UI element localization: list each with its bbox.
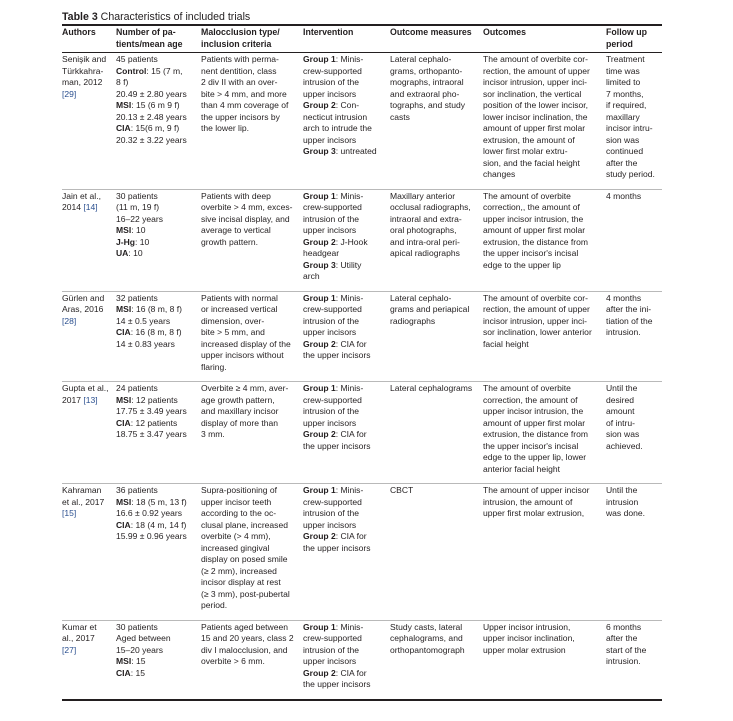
cell-line: Senişik and [62,54,107,64]
cell-line: 2 div II with an over- [201,77,278,87]
cell-followup [606,620,662,700]
cell-outcomes [483,189,606,291]
cell-line: upper first molar extrusion, [483,508,585,518]
cell-line: period. [201,600,228,610]
cell-line: Aged between [116,633,171,643]
cell-line: 15.99 ± 0.96 years [116,531,187,541]
cell-line: incisor intrusion, upper inci- [483,315,588,326]
citation-link[interactable]: [29] [62,88,77,99]
cell-line: crew-supported [303,65,362,76]
cell-line: Lateral cephalo- [390,292,452,303]
cell-line: Patients with perma- [201,54,279,64]
table-header [62,25,662,53]
cell-line: et al., 2017 [62,496,105,507]
cell-line: MSI: 18 (5 m, 13 f) [116,496,187,507]
cell-patients [116,53,201,190]
cell-authors [62,620,116,700]
cell-line: tiation of the [606,315,653,326]
cell-line: radiographs [390,315,436,326]
cell-line: CIA: 12 patients [116,417,178,428]
column-header-authors [62,25,116,53]
table-row [62,291,662,382]
cell-line: upper incisor intrusion, the [483,213,584,224]
cell-line: intrusion of the [303,406,360,416]
cell-line: sor inclination, the vertical [483,88,582,99]
cell-line: the upper incisor's incisal [483,248,579,258]
header-line: Malocclusion type/ [201,27,280,37]
cell-line: than 4 mm coverage of [201,100,289,110]
cell-authors [62,189,116,291]
cell-line: maxillary [606,111,640,122]
cell-line: The amount of upper incisor [483,485,590,495]
cell-line: the upper incisors [303,350,371,360]
cell-line: sive incisal display, and [201,213,290,224]
cell-line: upper incisors [303,656,357,666]
cell-patients [116,620,201,700]
header-line: Number of pa- [116,27,176,37]
cell-authors [62,484,116,621]
cell-line: 16–22 years [116,213,164,224]
cell-line: Patients with normal [201,292,278,303]
cell-intervention [303,189,390,291]
table-row [62,189,662,291]
cell-measures [390,53,483,190]
cell-intervention [303,484,390,621]
cell-line: after the ini- [606,304,652,314]
cell-line: tographs, and study [390,100,466,110]
cell-line: incisor intru- [606,123,653,133]
cell-line: Jain et al., [62,190,101,201]
cell-line: rection, the amount of upper [483,304,590,314]
cell-line: grams, orthopanto- [390,65,463,76]
header-line: Intervention [303,27,354,37]
cell-line: upper incisor inclination, [483,633,575,643]
cell-line: 45 patients [116,54,158,64]
cell-line: 14 ± 0.83 years [116,338,175,349]
cell-line: Group 1: Minis- [303,190,364,201]
cell-line: according to the oc- [201,508,277,518]
cell-line: 30 patients [116,621,158,632]
cell-line: limited to [606,77,641,87]
cell-line: al., 2017 [62,633,95,643]
cell-line: amount of upper first molar [483,123,586,133]
cell-line: Group 1: Minis- [303,383,364,393]
cell-line: sion was [606,429,640,439]
cell-line: extrusion, the amount of [483,134,575,145]
cell-line: 16.6 ± 0.92 years [116,508,182,518]
cell-outcomes [483,53,606,190]
cell-line: orthopantomograph [390,644,465,655]
cell-line: 4 months [606,292,642,303]
cell-line: position of the lower incisor, [483,100,588,110]
cell-line: if required, [606,100,647,110]
cell-line: edge to the upper lip, lower [483,452,587,462]
cell-line: intrusion of the [303,508,360,518]
cell-malocclusion [201,620,303,700]
citation-link[interactable]: [13] [83,394,98,405]
cell-line: MSI: 10 [116,225,146,235]
cell-followup [606,189,662,291]
cell-line: upper incisors [303,134,357,145]
table-label: Table 3 [62,11,98,23]
cell-line: upper incisor teeth [201,496,272,507]
cell-line: grams and periapical [390,304,470,314]
cell-line: intrusion [606,496,639,507]
cell-followup [606,53,662,190]
column-header-malocclusion [201,25,303,53]
cell-line: correction, the amount of [483,394,578,405]
cell-line: man, 2012 [62,77,103,87]
cell-line: overbite > 6 mm. [201,656,265,666]
citation-link[interactable]: [27] [62,644,77,655]
citation-link[interactable]: [14] [83,202,98,212]
cell-line: amount of upper first molar [483,225,586,235]
cell-patients [116,189,201,291]
cell-line: Upper incisor intrusion, [483,621,571,632]
cell-line: clusal plane, increased [201,519,288,530]
cell-line: Patients aged between [201,621,288,632]
cell-line: start of the [606,644,647,655]
cell-measures [390,189,483,291]
cell-line: Control: 15 (7 m, [116,65,183,76]
cell-malocclusion [201,484,303,621]
cell-intervention [303,382,390,484]
cell-line: upper incisors [303,225,357,235]
cell-line: changes [483,169,516,179]
cell-line: sion, and the facial height [483,157,580,168]
cell-line: Group 1: Minis- [303,621,364,632]
column-header-outcomes [483,25,606,53]
cell-line: intrusion of the [303,213,360,224]
cell-line: edge to the upper lip [483,259,561,270]
cell-line: lower incisor inclination, the [483,111,588,122]
table-caption [62,10,662,24]
cell-line: 3 mm. [201,429,225,439]
cell-line: casts [390,111,410,122]
cell-line: achieved. [606,440,643,451]
header-line: inclusion criteria [201,38,272,49]
cell-line: bite > 4 mm, and more [201,88,287,99]
cell-line: MSI: 15 [116,656,146,666]
cell-malocclusion [201,53,303,190]
cell-line: necticut intrusion [303,111,368,122]
cell-line [62,508,114,520]
table-body [62,53,662,700]
cell-line: Group 2: CIA for [303,429,367,439]
cell-line: upper incisors [303,417,357,428]
cell-line: CIA: 15(6 m, 9 f) [116,123,180,133]
cell-line: anterior facial height [483,463,560,474]
cell-line: Lateral cephalograms [390,383,473,393]
cell-line: the lower lip. [201,123,249,133]
cell-measures [390,382,483,484]
cell-line: Group 1: Minis- [303,485,364,495]
cell-line: increased display of the [201,338,291,349]
cell-line: upper incisors [303,88,357,99]
cell-line: 32 patients [116,292,158,303]
cell-malocclusion [201,382,303,484]
cell-measures [390,620,483,700]
cell-intervention [303,620,390,700]
header-line: Follow up [606,27,648,37]
cell-line: Group 1: Minis- [303,292,364,303]
cell-line: upper molar extrusion [483,644,566,655]
cell-line: intrusion. [606,656,641,666]
cell-intervention [303,53,390,190]
cell-outcomes [483,484,606,621]
cell-line: Group 2: J-Hook [303,236,368,247]
cell-line: 18.75 ± 3.47 years [116,429,187,439]
cell-line: apical radiographs [390,248,460,258]
cell-line: dimension, over- [201,315,265,326]
cell-line: display of more than [201,417,278,428]
cell-line: age growth pattern, [201,394,275,405]
cell-line: of intru- [606,417,635,428]
table-page [62,10,662,701]
cell-line: the upper incisors [303,440,371,451]
cell-authors [62,53,116,190]
cell-line: The amount of overbite [483,383,571,393]
cell-line: Patients with deep [201,190,271,201]
cell-line: crew-supported [303,633,362,643]
table-row [62,484,662,621]
cell-line: flaring. [201,361,227,372]
cell-line: Kahraman [62,485,102,495]
cell-line: Group 1: Minis- [303,54,364,64]
cell-line: (11 m, 19 f) [116,202,160,212]
cell-line: 17.75 ± 3.49 years [116,406,187,416]
cell-line: and extraoral pho- [390,88,460,99]
cell-line: Kumar et [62,621,97,632]
cell-line: intrusion, the amount of [483,496,573,507]
cell-line: 20.49 ± 2.80 years [116,88,187,99]
cell-line: arch [303,271,320,281]
cell-line: 15–20 years [116,644,164,655]
cell-line: intraoral and extra- [390,213,462,224]
column-header-measures [390,25,483,53]
cell-outcomes [483,620,606,700]
cell-line: Group 2: Con- [303,100,360,110]
cell-line: intrusion. [606,327,641,337]
header-line: Outcomes [483,27,527,37]
cell-line: the upper incisors [303,679,371,689]
cell-line: 20.32 ± 3.22 years [116,134,187,145]
cell-line: intrusion of the [303,77,360,87]
cell-line: nent dentition, class [201,65,277,76]
cell-line: crew-supported [303,496,362,507]
cell-line: MSI: 12 patients [116,394,178,405]
cell-line: crew-supported [303,394,362,405]
cell-line: CBCT [390,485,414,495]
cell-line: 2014 [14] [62,202,98,212]
cell-line: UA: 10 [116,248,143,258]
cell-line [62,89,114,101]
cell-line: Until the [606,383,638,393]
cell-line: 6 months [606,621,642,632]
cell-line: average to vertical [201,225,271,235]
cell-line: upper incisors without [201,350,284,360]
cell-followup [606,382,662,484]
cell-line: MSI: 16 (8 m, 8 f) [116,304,183,314]
cell-line: the upper incisors [303,542,371,553]
cell-line: Türkkahra- [62,65,104,76]
characteristics-table [62,24,662,701]
cell-line: and intra-oral peri- [390,236,460,247]
cell-line: upper incisors [303,327,357,337]
cell-line: 7 months, [606,88,644,99]
cell-line: amount of upper first molar [483,417,586,428]
cell-outcomes [483,382,606,484]
cell-line: after the [606,633,638,643]
column-header-followup [606,25,662,53]
cell-line: rection, the amount of upper [483,65,590,76]
cell-line: 8 f) [116,77,129,87]
cell-line: continued [606,146,644,156]
table-row [62,53,662,190]
cell-line: after the [606,157,638,168]
cell-line: arch to intrude the [303,123,372,133]
cell-line: facial height [483,338,529,349]
cell-line: overbite (> 4 mm), [201,531,271,541]
cell-line: correction,, the amount of [483,202,580,212]
cell-line: growth pattern. [201,236,259,247]
cell-line: Aras, 2016 [62,304,104,314]
cell-line: upper incisors [303,519,357,530]
cell-line [62,645,114,657]
cell-line: mographs, intraoral [390,77,464,87]
cell-line: 4 months [606,190,642,201]
cell-line: 20.13 ± 2.48 years [116,111,187,122]
cell-line: (≥ 3 mm), post-pubertal [201,588,290,599]
cell-line: incisor intrusion, upper inci- [483,77,588,87]
cell-line: Group 2: CIA for [303,338,367,349]
cell-authors [62,382,116,484]
cell-line: the upper incisors by [201,111,280,122]
table-title: Characteristics of included trials [100,11,251,23]
cell-line: desired [606,394,635,405]
cell-line: 30 patients [116,190,158,201]
cell-line: intrusion of the [303,315,360,326]
cell-line: oral photographs, [390,225,457,235]
cell-line: study period. [606,169,655,179]
header-line: period [606,38,633,49]
cell-line: the upper incisor's incisal [483,440,579,451]
cell-line: display on posed smile [201,554,288,564]
cell-line: The amount of overbite [483,190,571,201]
cell-line: (≥ 2 mm), increased [201,565,277,576]
cell-line: Lateral cephalo- [390,54,452,64]
header-row [62,25,662,53]
cell-line: time was [606,65,640,76]
cell-line: 2017 [13] [62,394,98,405]
cell-followup [606,484,662,621]
cell-intervention [303,291,390,382]
cell-line: extrusion, the distance from [483,429,588,439]
cell-line: overbite > 4 mm, exces- [201,202,293,212]
cell-line: CIA: 18 (4 m, 14 f) [116,519,187,530]
cell-line: increased gingival [201,542,270,553]
cell-line: 14 ± 0.5 years [116,315,171,326]
cell-patients [116,382,201,484]
table-row [62,382,662,484]
cell-malocclusion [201,291,303,382]
cell-line: or increased vertical [201,304,278,314]
cell-line: was done. [606,508,645,518]
cell-line: 15 and 20 years, class 2 [201,633,294,643]
table-row [62,620,662,700]
cell-line: and maxillary incisor [201,406,279,416]
cell-line: Gupta et al., [62,383,109,393]
column-header-patients [116,25,201,53]
cell-line: Group 3: Utility [303,259,362,270]
cell-line: headgear [303,248,340,258]
cell-line: Study casts, lateral [390,621,463,632]
cell-line: Overbite ≥ 4 mm, aver- [201,383,289,393]
cell-line: The amount of overbite cor- [483,292,588,303]
cell-line: crew-supported [303,304,362,314]
cell-line: bite > 5 mm, and [201,327,265,337]
cell-patients [116,484,201,621]
cell-line: incisor display at rest [201,577,281,587]
cell-line: J-Hg: 10 [116,236,150,247]
cell-line: MSI: 15 (6 m 9 f) [116,100,180,110]
column-header-intervention [303,25,390,53]
cell-followup [606,291,662,382]
cell-measures [390,291,483,382]
cell-line: div I malocclusion, and [201,644,288,655]
cell-line: crew-supported [303,202,362,212]
cell-line: CIA: 15 [116,667,145,678]
header-line: Authors [62,27,96,37]
cell-patients [116,291,201,382]
cell-malocclusion [201,189,303,291]
cell-line: The amount of overbite cor- [483,54,588,64]
cell-measures [390,484,483,621]
cell-line: Maxillary anterior [390,190,456,201]
cell-outcomes [483,291,606,382]
cell-line: extrusion, the distance from [483,236,588,247]
cell-line: sion was [606,134,640,145]
cell-line: 36 patients [116,485,158,495]
cell-line: sor inclination, lower anterior [483,327,592,337]
cell-line: Group 2: CIA for [303,531,367,541]
cell-line: upper incisor intrusion, the [483,406,584,416]
cell-line: Group 3: untreated [303,146,377,156]
cell-line: occlusal radiographs, [390,202,471,212]
cell-line: Until the [606,485,638,495]
cell-line: amount [606,406,635,416]
cell-authors [62,291,116,382]
cell-line: intrusion of the [303,644,360,655]
cell-line: 24 patients [116,383,158,393]
citation-link[interactable]: [15] [62,508,77,518]
cell-line: Gürlen and [62,292,105,303]
cell-line: Supra-positioning of [201,485,278,495]
cell-line: lower first molar extru- [483,146,568,156]
cell-line: cephalograms, and [390,633,463,643]
header-line: Outcome measures [390,27,472,37]
cell-line: Group 2: CIA for [303,667,367,678]
cell-line: Treatment [606,54,645,64]
citation-link[interactable]: [28] [62,315,77,326]
header-line: tients/mean age [116,38,183,49]
cell-line [62,316,114,328]
cell-line: CIA: 16 (8 m, 8 f) [116,327,182,337]
